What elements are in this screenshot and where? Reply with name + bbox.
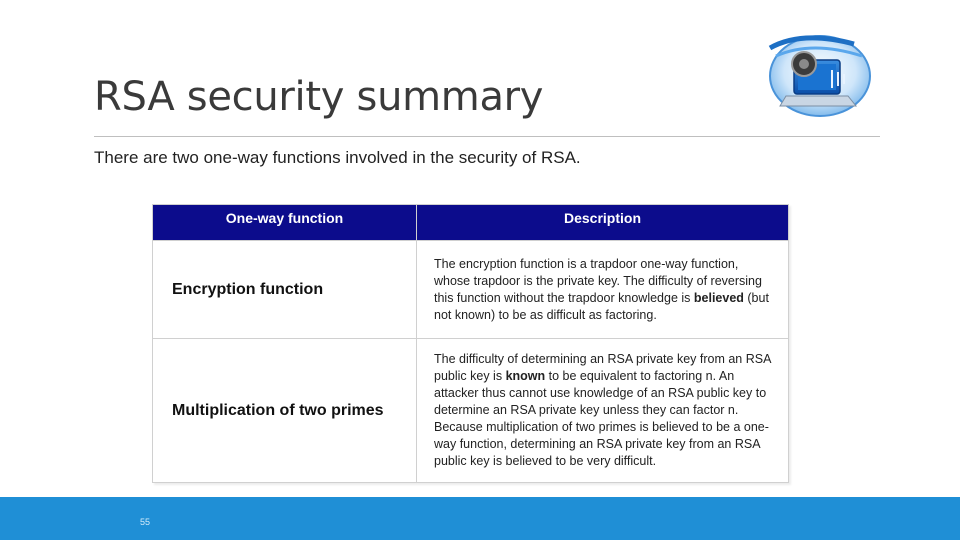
description-emphasis: believed	[693, 290, 744, 305]
slide-title: RSA security summary	[94, 74, 544, 120]
function-name-cell: Encryption function	[153, 241, 417, 339]
description-cell	[417, 339, 789, 483]
rsa-summary-table	[152, 204, 789, 483]
header-description: Description	[417, 205, 789, 241]
function-name-cell: Multiplication of two primes	[153, 339, 417, 483]
description-text: to be equivalent to factoring n. An attacker thus cannot use knowledge of an RSA public key to determine an RSA private key unless they can factor n. Because multiplication of two primes is believed to be a one-way function, determining an RSA private key from an RSA public key is believed to be very difficult.	[434, 369, 769, 468]
description-text: The difficulty of determining an RSA private key from an RSA public key is	[434, 352, 771, 383]
description-text: (but not known) to be as difficult as factoring.	[434, 290, 769, 322]
title-divider	[94, 136, 880, 137]
page-number: 55	[140, 517, 151, 527]
table-row	[153, 339, 789, 483]
description-cell	[417, 241, 789, 339]
laptop-security-icon	[762, 26, 874, 120]
description-text: The encryption function is a trapdoor one-way function, whose trapdoor is the private key. The difficulty of reversing this function without the trapdoor knowledge is	[434, 256, 762, 305]
description-emphasis: known	[505, 369, 546, 383]
header-one-way-function: One-way function	[153, 205, 417, 241]
table-row	[153, 241, 789, 339]
slide-subtitle: There are two one-way functions involved in the security of RSA.	[94, 148, 581, 167]
table-header-row	[153, 205, 789, 241]
